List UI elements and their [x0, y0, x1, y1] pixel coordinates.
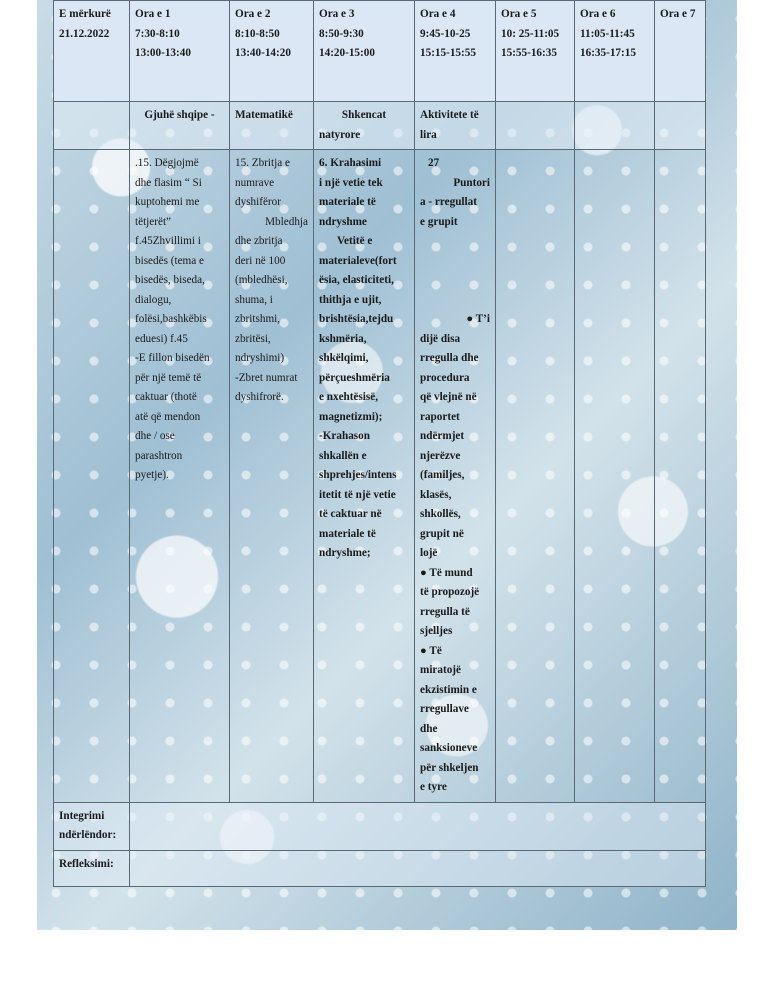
content-period-6 [575, 150, 655, 803]
day-cell: E mërkurë 21.12.2022 [54, 1, 130, 102]
refleksimi-label: Refleksimi: [54, 850, 130, 886]
subject-7 [655, 102, 706, 150]
subjects-row-label [54, 102, 130, 150]
refleksimi-value [130, 850, 706, 886]
header-row [54, 1, 706, 102]
content-period-2: 15. Zbritja e numrave dyshifëror Mbledhja dhe zbritja deri në 100 (mbledhësi, shuma, i zbritshmi, zbritësi, ndryshimi) -Zbret numrat dyshifrorë. [230, 150, 314, 803]
content-row [54, 150, 706, 803]
subjects-row [54, 102, 706, 150]
content-period-5 [496, 150, 575, 803]
subject-6 [575, 102, 655, 150]
subject-2: Matematikë [230, 102, 314, 150]
content-period-1: .15. Dëgjojmë dhe flasim “ Si kuptohemi me tëtjerët” f.45Zhvillimi i bisedës (tema e bisedës, biseda, dialogu, folësi,bashkëbis eduesi) f.45 -E fillon bisedën për një temë të caktuar (thotë atë që mendon dhe / ose parashtron pyetje). [130, 150, 230, 803]
subject-3: Shkencat natyrore [314, 102, 415, 150]
integrimi-row [54, 802, 706, 850]
period-2-header: Ora e 2 8:10-8:50 13:40-14:20 [230, 1, 314, 102]
subject-4: Aktivitete të lira [415, 102, 496, 150]
content-period-4: 27 Puntori a - rregullat e grupit ● T’i dijë disa rregulla dhe procedura që vlejnë në raportet ndërmjet njerëzve (familjes, klasës, shkollës, grupit në lojë ● Të mund të propozojë rregulla të sjelljes ● Të miratojë ekzistimin e rregullave dhe sanksioneve për shkeljen e tyre [415, 150, 496, 803]
period-3-header: Ora e 3 8:50-9:30 14:20-15:00 [314, 1, 415, 102]
integrimi-value [130, 802, 706, 850]
schedule-table [53, 0, 706, 887]
period-6-header: Ora e 6 11:05-11:45 16:35-17:15 [575, 1, 655, 102]
refleksimi-row [54, 850, 706, 886]
content-row-label [54, 150, 130, 803]
integrimi-label: Integrimi ndërlëndor: [54, 802, 130, 850]
period-1-header: Ora e 1 7:30-8:10 13:00-13:40 [130, 1, 230, 102]
subject-1: Gjuhë shqipe - [130, 102, 230, 150]
period-7-header: Ora e 7 [655, 1, 706, 102]
content-period-3: 6. Krahasimi i një vetie tek materiale të ndryshme Vetitë e materialeve(fort ësia, elasticiteti, thithja e ujit, brishtësia,tejdu kshmëria, shkëlqimi, përçueshmëria e nxehtësisë, magnetizmi); -Krahason shkallën e shprehjes/intens itetit të një vetie të caktuar në materiale të ndryshme; [314, 150, 415, 803]
period-5-header: Ora e 5 10: 25-11:05 15:55-16:35 [496, 1, 575, 102]
subject-5 [496, 102, 575, 150]
content-period-7 [655, 150, 706, 803]
period-4-header: Ora e 4 9:45-10-25 15:15-15:55 [415, 1, 496, 102]
